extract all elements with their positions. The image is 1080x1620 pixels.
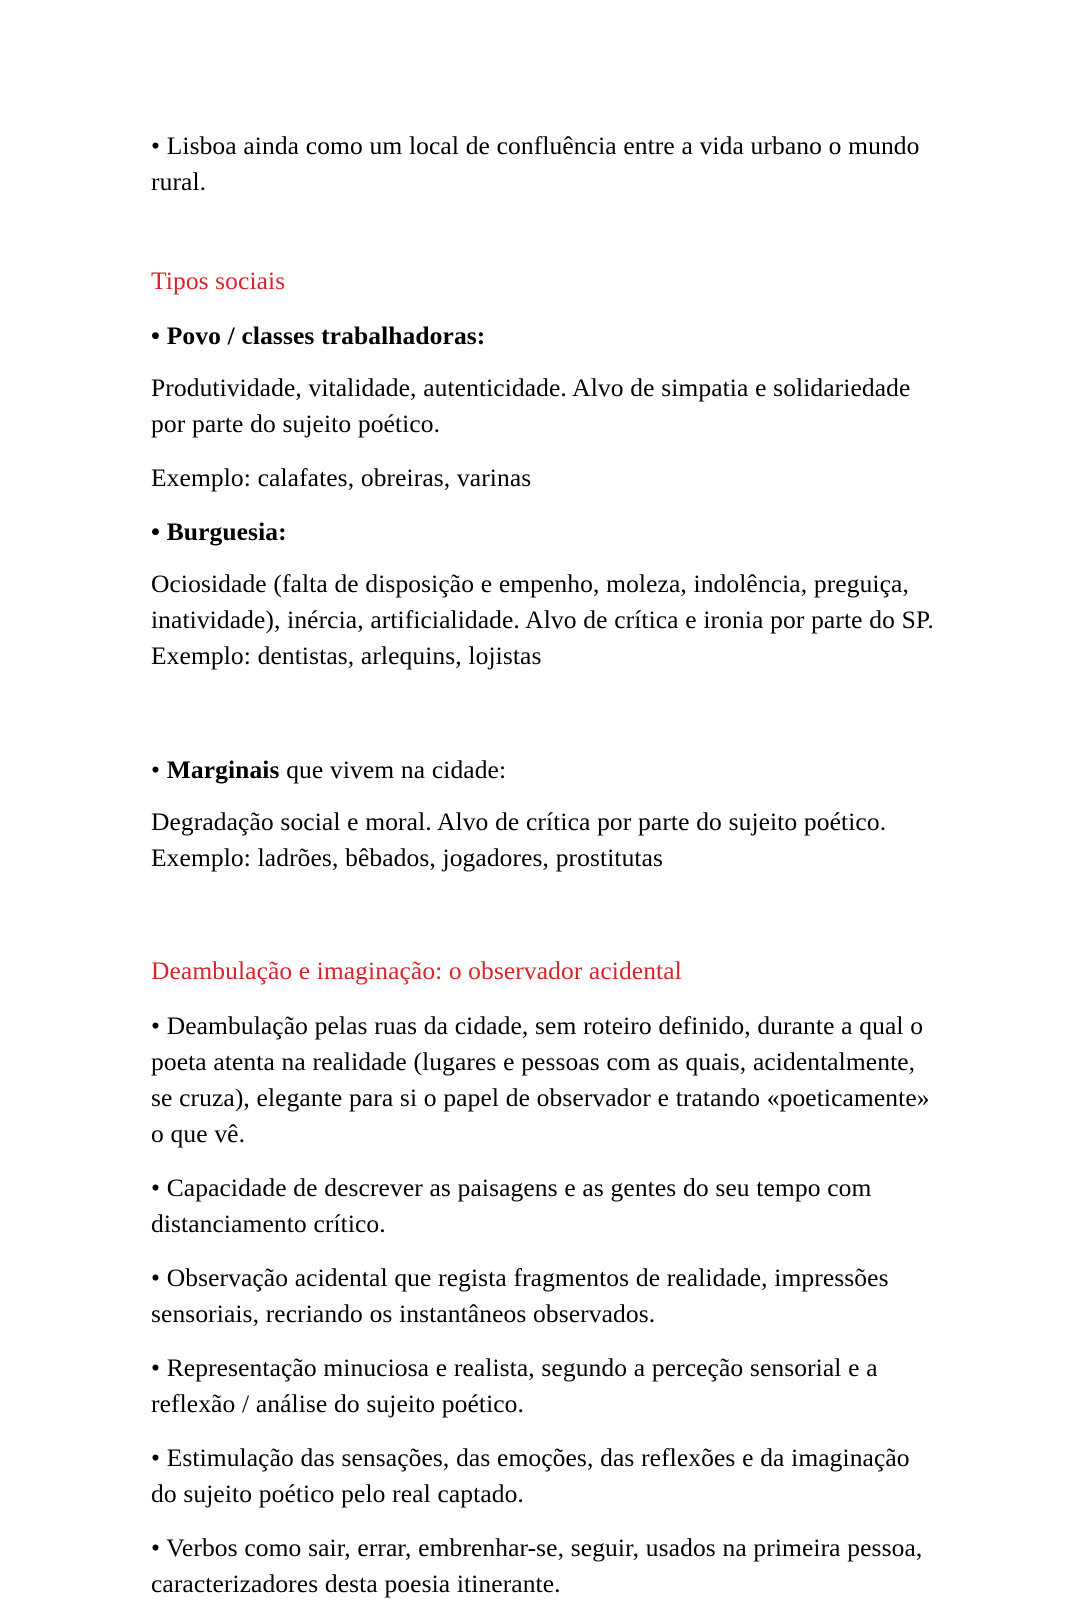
paragraph-marginais-body: Degradação social e moral. Alvo de crítica por parte do sujeito poético. [151,807,887,836]
paragraph-povo-exemplo: Exemplo: calafates, obreiras, varinas [151,463,532,492]
bullet-deambulacao-2: • Capacidade de descrever as paisagens e as gentes do seu tempo com distanciamento crítico. [151,1173,872,1238]
paragraph-burguesia-exemplo: Exemplo: dentistas, arlequins, lojistas [151,641,542,670]
subheading-marginais-bold: Marginais [166,755,280,784]
section-spacer [151,692,941,752]
bullet-deambulacao-5: • Estimulação das sensações, das emoções, das reflexões e da imaginação do sujeito poético pelo real captado. [151,1443,910,1508]
subheading-burguesia: • Burguesia: [151,517,287,546]
bullet-deambulacao-1: • Deambulação pelas ruas da cidade, sem roteiro definido, durante a qual o poeta atenta na realidade (lugares e pessoas com as quais, acidentalmente, se cruza), elegante para si o papel de observador e tratando «poeticamente» o que vê. [151,1011,930,1148]
bullet-deambulacao-4: • Representação minuciosa e realista, segundo a perceção sensorial e a reflexão / análise do sujeito poético. [151,1353,878,1418]
paragraph-povo-body: Produtividade, vitalidade, autenticidade. Alvo de simpatia e solidariedade por parte do sujeito poético. [151,373,911,438]
bullet-glyph: • [151,755,167,784]
paragraph-marginais-exemplo: Exemplo: ladrões, bêbados, jogadores, prostitutas [151,843,664,872]
subheading-marginais-rest: que vivem na cidade: [279,755,507,784]
section-spacer [151,894,941,954]
paragraph-burguesia-body: Ociosidade (falta de disposição e empenho, moleza, indolência, preguiça, inatividade), inércia, artificialidade. Alvo de crítica e ironia por parte do SP. [151,569,934,634]
section-spacer [151,218,941,264]
bullet-lisboa: • Lisboa ainda como um local de confluência entre a vida urbano o mundo rural. [151,131,920,196]
document-body [151,128,941,1620]
heading-deambulacao: Deambulação e imaginação: o observador acidental [151,956,682,985]
bullet-deambulacao-6: • Verbos como sair, errar, embrenhar-se, seguir, usados na primeira pessoa, caracterizadores desta poesia itinerante. [151,1533,923,1598]
heading-tipos-sociais: Tipos sociais [151,266,286,295]
subheading-marginais [151,752,941,788]
subheading-povo: • Povo / classes trabalhadoras: [151,321,486,350]
bullet-deambulacao-3: • Observação acidental que regista fragmentos de realidade, impressões sensoriais, recriando os instantâneos observados. [151,1263,889,1328]
